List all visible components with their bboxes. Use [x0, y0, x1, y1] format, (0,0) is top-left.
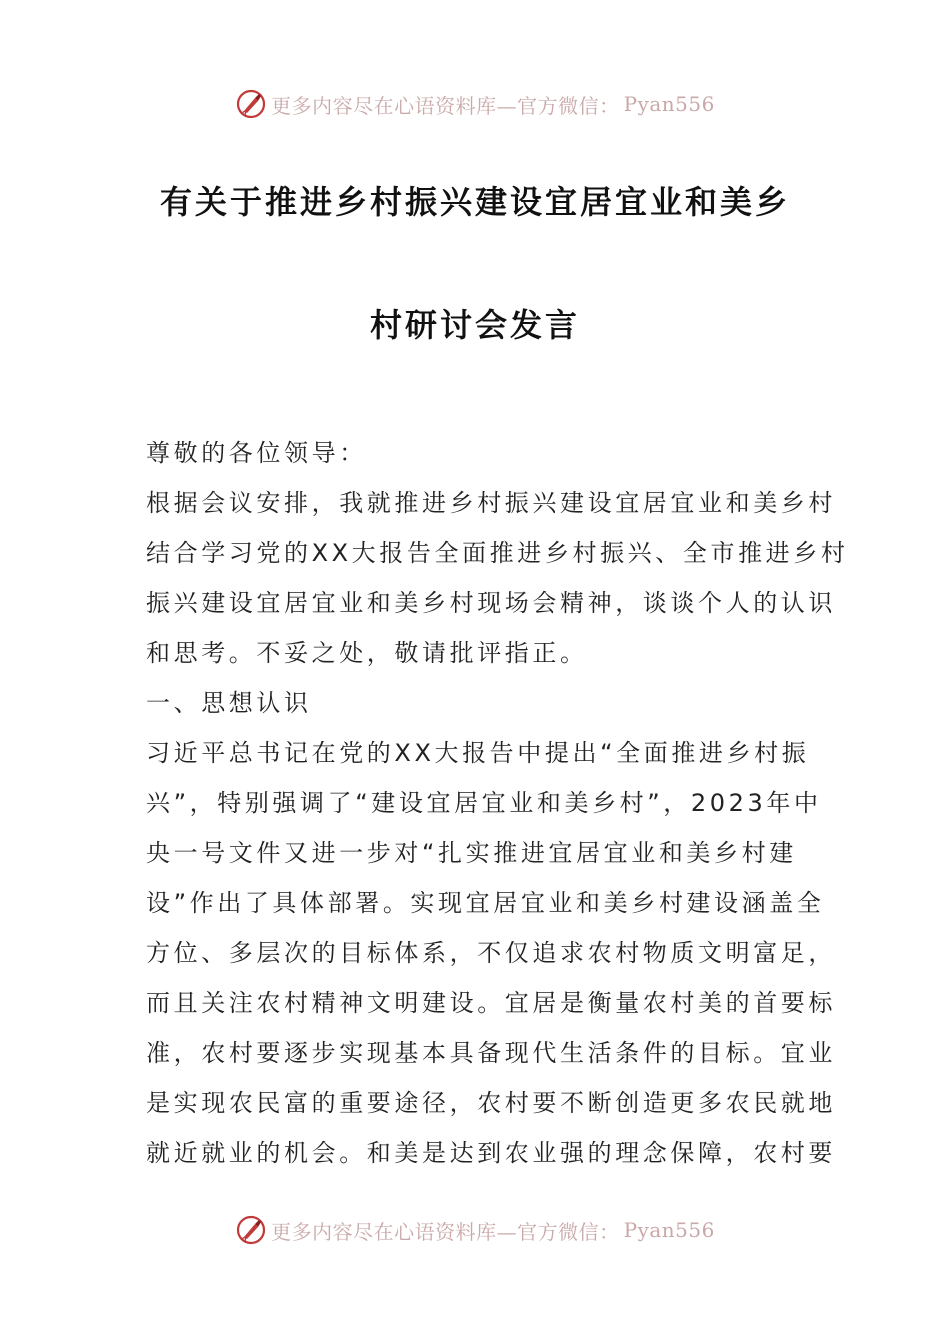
- body-line: 而且关注农村精神文明建设。宜居是衡量农村美的首要标: [146, 989, 836, 1017]
- body-line: 尊敬的各位领导：: [146, 439, 367, 467]
- document-body: [146, 428, 849, 1178]
- section-heading: 一、思想认识: [146, 689, 312, 717]
- body-line: 结合学习党的XX大报告全面推进乡村振兴、全市推进乡村: [146, 539, 849, 567]
- watermark-header: [0, 84, 950, 124]
- body-line: 习近平总书记在党的XX大报告中提出“全面推进乡村振: [146, 739, 810, 767]
- body-line: 就近就业的机会。和美是达到农业强的理念保障，农村要: [146, 1139, 836, 1167]
- body-line: 准，农村要逐步实现基本具备现代生活条件的目标。宜业: [146, 1039, 836, 1067]
- body-line: 方位、多层次的目标体系，不仅追求农村物质文明富足，: [146, 939, 836, 967]
- document-title-line-1: 有关于推进乡村振兴建设宜居宜业和美乡: [159, 183, 790, 221]
- body-line: 央一号文件又进一步对“扎实推进宜居宜业和美乡村建: [146, 839, 797, 867]
- body-line: 是实现农民富的重要途径，农村要不断创造更多农民就地: [146, 1089, 836, 1117]
- body-line: 振兴建设宜居宜业和美乡村现场会精神，谈谈个人的认识: [146, 589, 836, 617]
- document-title-line-2: 村研讨会发言: [369, 306, 580, 344]
- body-line: 根据会议安排，我就推进乡村振兴建设宜居宜业和美乡村: [146, 489, 836, 517]
- body-line: 兴”，特别强调了“建设宜居宜业和美乡村”，2023年中: [146, 789, 822, 817]
- body-line: 设”作出了具体部署。实现宜居宜业和美乡村建设涵盖全: [146, 889, 825, 917]
- watermark-text: 更多内容尽在心语资料库—官方微信：: [271, 1219, 620, 1244]
- watermark-text: 更多内容尽在心语资料库—官方微信：: [271, 93, 620, 118]
- watermark-wechat-id: Pyan556: [623, 1218, 715, 1242]
- body-line: 和思考。不妥之处，敬请批评指正。: [146, 639, 588, 667]
- watermark-wechat-id: Pyan556: [623, 92, 715, 116]
- watermark-footer: [0, 1210, 950, 1250]
- pen-nib-circle-icon: [235, 1214, 267, 1246]
- pen-nib-circle-icon: [235, 88, 267, 120]
